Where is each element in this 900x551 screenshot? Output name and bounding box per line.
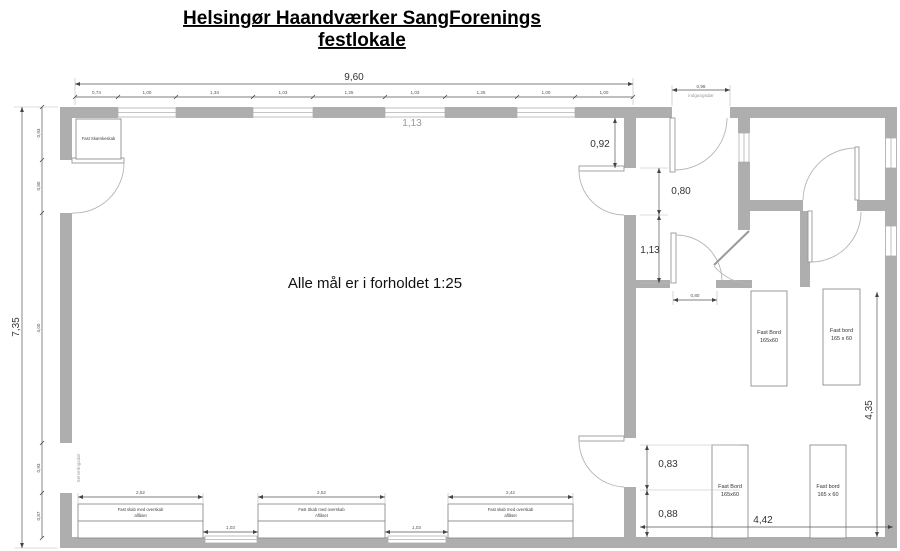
door-leaf bbox=[579, 436, 624, 441]
wall-left-segment bbox=[60, 213, 72, 443]
small-room-door bbox=[714, 231, 751, 284]
wall-left-segment bbox=[60, 107, 72, 160]
dim-room-height bbox=[864, 292, 877, 537]
bottom-cabinet bbox=[258, 504, 385, 538]
dim-label: 0,87 bbox=[36, 511, 41, 521]
table-label: Fast Bord bbox=[718, 484, 742, 490]
wall-top-segment bbox=[445, 107, 517, 118]
hall-vestibule-door bbox=[579, 166, 624, 215]
window bbox=[739, 133, 749, 162]
wall-vestibule-segment bbox=[738, 118, 750, 133]
serving-door-label: Serveringsdør bbox=[76, 453, 81, 483]
dim-label: 2,42 bbox=[506, 490, 515, 495]
drawing-title bbox=[183, 8, 541, 51]
dim-left-segments bbox=[36, 105, 44, 540]
fixed-table bbox=[810, 445, 846, 538]
wall-corridor-segment bbox=[636, 280, 670, 288]
dim-right-wall-upper bbox=[590, 118, 615, 168]
dim-label: 0,98 bbox=[696, 84, 706, 89]
hall-lower-door bbox=[579, 436, 624, 487]
dim-label: 4,42 bbox=[753, 515, 773, 526]
dim-label: 0,93 bbox=[36, 463, 41, 473]
dim-label: 1,25 bbox=[344, 90, 354, 95]
dim-label: 1,00 bbox=[142, 90, 152, 95]
dim-label: 1,13 bbox=[640, 245, 660, 256]
door-leaf bbox=[670, 118, 675, 172]
title-line-1: Helsingør Haandværker SangForenings bbox=[183, 8, 541, 29]
dim-entrance bbox=[672, 84, 730, 106]
door-arc bbox=[579, 440, 624, 487]
door-arc bbox=[803, 148, 855, 200]
dim-room-width bbox=[640, 515, 893, 527]
dim-label: 0,88 bbox=[658, 509, 678, 520]
door-arc bbox=[579, 170, 624, 215]
title-line-2: festlokale bbox=[318, 30, 406, 51]
wall-top-segment bbox=[176, 107, 253, 118]
scale-note: Alle mål er i forholdet 1:25 bbox=[287, 275, 463, 292]
door-arc bbox=[72, 163, 124, 213]
dim-label: 1,25 bbox=[476, 90, 486, 95]
window bbox=[886, 138, 897, 168]
fixed-table bbox=[823, 289, 860, 385]
door-leaf bbox=[671, 233, 676, 283]
dim-label: 1,00 bbox=[541, 90, 551, 95]
dim-label: 0,80 bbox=[671, 186, 691, 197]
door-arc bbox=[812, 212, 861, 262]
wall-hall-right-segment bbox=[624, 487, 636, 548]
dim-label: 1,03 bbox=[278, 90, 288, 95]
cabinet-sublabel: aflåset bbox=[134, 513, 147, 518]
table-size: 165 x 60 bbox=[817, 492, 839, 498]
cabinet-label: Fast Skab med overskab bbox=[298, 507, 345, 512]
window bbox=[118, 108, 176, 117]
cabinet-label: Fast skab med overskab bbox=[487, 507, 534, 512]
corner-cabinet bbox=[76, 119, 121, 159]
door-arc bbox=[676, 235, 722, 281]
wall-top-segment bbox=[730, 107, 897, 118]
wall-vestibule-segment bbox=[738, 162, 750, 230]
wall-top-segment bbox=[575, 107, 672, 118]
wall-bottom bbox=[60, 537, 897, 548]
door-leaf bbox=[808, 211, 812, 262]
entrance-door-label: indgangsdør bbox=[688, 93, 714, 98]
dim-label: 7,35 bbox=[11, 317, 22, 337]
dim-label: 0,80 bbox=[690, 293, 700, 298]
cabinet-sublabel: aflåset bbox=[504, 513, 517, 518]
fixed-table bbox=[712, 445, 748, 538]
dim-label: 0,83 bbox=[658, 459, 678, 470]
dim-label: 4,00 bbox=[36, 323, 41, 333]
dim-corridor-opening bbox=[673, 291, 717, 305]
wall-right bbox=[885, 107, 897, 548]
dim-window-spacing: 1,13 bbox=[402, 118, 422, 129]
dim-label: 0,93 bbox=[36, 128, 41, 138]
dim-label: 1,00 bbox=[599, 90, 609, 95]
table-label: Fast Bord bbox=[757, 330, 781, 336]
table-size: 165 x 60 bbox=[830, 336, 853, 342]
door-leaf bbox=[579, 166, 624, 171]
window bbox=[388, 536, 446, 543]
upper-right-room-door bbox=[803, 147, 859, 200]
cabinet-label: Fast skab med overskab bbox=[117, 507, 164, 512]
window bbox=[517, 108, 575, 117]
window bbox=[205, 536, 257, 543]
wall-rooms-horizontal bbox=[857, 200, 885, 211]
middle-right-room-door bbox=[808, 211, 861, 262]
table-label: Fast bord bbox=[829, 328, 854, 334]
dim-label: 2,52 bbox=[136, 490, 145, 495]
dim-label: 2,52 bbox=[317, 490, 326, 495]
dim-label: 1,34 bbox=[210, 90, 219, 95]
dim-overall-height bbox=[11, 107, 58, 548]
door-arc bbox=[675, 118, 727, 170]
cabinet-sublabel: Aflåset bbox=[315, 513, 328, 518]
dim-label: 4,35 bbox=[864, 400, 875, 420]
dim-label: 0,74 bbox=[92, 90, 101, 95]
dim-hall-door bbox=[640, 168, 691, 283]
table-size: 165x60 bbox=[720, 492, 740, 498]
wall-hall-right-segment bbox=[624, 107, 636, 168]
hall-left-door bbox=[72, 158, 124, 213]
wall-rooms-horizontal bbox=[750, 200, 803, 211]
dim-label: 0,80 bbox=[36, 181, 41, 191]
window bbox=[253, 108, 313, 117]
table-size: 165x60 bbox=[759, 338, 779, 344]
dim-label: 0,92 bbox=[590, 139, 610, 150]
corridor-door bbox=[671, 233, 722, 283]
dim-label: 9,60 bbox=[344, 72, 364, 83]
wall-top-segment bbox=[313, 107, 385, 118]
dim-label: 1,03 bbox=[226, 525, 235, 530]
dim-label: 1,03 bbox=[410, 90, 420, 95]
bottom-cabinet bbox=[448, 504, 573, 538]
table-label: Fast bord bbox=[816, 484, 840, 490]
entrance-door bbox=[670, 118, 727, 172]
window bbox=[385, 108, 445, 117]
fixed-table bbox=[751, 291, 787, 386]
dim-top-segments bbox=[73, 90, 635, 99]
dim-overall-width bbox=[75, 72, 633, 105]
door-leaf bbox=[714, 231, 749, 265]
bottom-cabinet bbox=[78, 504, 203, 538]
corner-cabinet-label: Fast Skænkeskab bbox=[81, 136, 116, 141]
dim-label: 1,03 bbox=[412, 525, 421, 530]
window bbox=[886, 226, 897, 256]
wall-hall-right-segment bbox=[624, 215, 636, 438]
door-leaf bbox=[855, 147, 859, 200]
